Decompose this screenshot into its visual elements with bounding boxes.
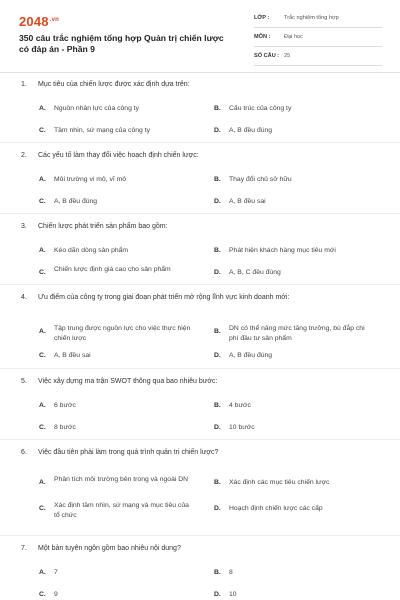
option-letter: B. [214, 479, 221, 486]
option-letter: C. [39, 352, 46, 359]
option-letter: C. [39, 127, 46, 134]
option-letter: B. [214, 569, 221, 576]
question-divider [0, 535, 400, 536]
option-text: 8 [229, 569, 233, 576]
meta-value: Đại học [284, 34, 303, 40]
option-text: Cấu trúc của công ty [229, 105, 292, 112]
option-text: A, B đều đúng [229, 352, 273, 359]
question-text [21, 152, 199, 159]
question-text [21, 449, 218, 456]
meta-label: MÔN : [254, 34, 271, 40]
meta-panel [254, 12, 382, 69]
question-number: 7. [21, 545, 27, 552]
option-text: A, B, C đều đúng [229, 269, 281, 276]
option-text: Phát hiện khách hàng mục tiêu mới [229, 247, 336, 254]
meta-row-count [254, 50, 382, 66]
option-letter: C. [39, 591, 46, 598]
option-text: 8 bước [54, 424, 76, 431]
option-letter: D. [214, 424, 221, 431]
question-number: 6. [21, 449, 27, 456]
question-label: Việc xây dựng ma trận SWOT thông qua bao nhiêu bước: [38, 378, 218, 385]
question-divider [0, 439, 400, 440]
option-text: Xác định các mục tiêu chiến lược [229, 479, 330, 486]
option-text: Phân tích môi trường bên trong và ngoài DN [54, 476, 189, 483]
meta-value: 25 [284, 53, 291, 59]
option-text: Xác định tầm nhìn, sứ mạng và mục tiêu của tổ chức [54, 502, 189, 519]
option-letter: D. [214, 352, 221, 359]
question-label: Mục tiêu của chiến lược được xác định dựa trên: [38, 81, 190, 88]
question-text [21, 294, 289, 301]
option-text: Hoạch định chiến lược các cấp [229, 505, 323, 512]
option-text: A, B đều đúng [229, 127, 273, 134]
question-label: Các yếu tố làm thay đổi việc hoạch định chiến lược: [38, 152, 199, 159]
option-letter: D. [214, 127, 221, 134]
option-text: A, B đều đúng [54, 198, 98, 205]
option-letter: B. [214, 176, 221, 183]
question-label: Chiến lược phát triển sản phẩm bao gồm: [38, 223, 168, 230]
option-letter: D. [214, 269, 221, 276]
meta-label: SỐ CÂU : [254, 53, 280, 59]
option-text: 6 bước [54, 402, 76, 409]
option-text: Chiến lược định giá cao cho sản phẩm [54, 266, 171, 273]
question-label: Việc đầu tiên phải làm trong quá trình quản trị chiến lược? [38, 449, 219, 456]
question-text [21, 223, 168, 230]
option-text: Tầm nhìn, sứ mạng của công ty [54, 127, 150, 134]
question-label: Ưu điểm của công ty trong giai đoạn phát triển mở rộng lĩnh vực kinh doanh mới: [38, 294, 290, 301]
option-text: DN có thể nâng mức tăng trưởng, bù đắp chi phí đầu tư sản phẩm [229, 325, 365, 342]
question-text [21, 81, 190, 88]
option-letter: B. [214, 402, 221, 409]
option-text: Nguồn nhân lực của công ty [54, 105, 140, 112]
question-number: 4. [21, 294, 27, 301]
page-title: 350 câu trắc nghiệm tổng hợp Quản trị chiến lược có đáp án - Phần 9 [19, 33, 224, 54]
page-header [0, 0, 400, 74]
option-letter: C. [39, 424, 46, 431]
site-logo[interactable] [19, 14, 59, 29]
option-text: Môi trường vi mô, vĩ mô [54, 176, 127, 183]
option-text: Tập trung được nguồn lực cho việc thực hiện chiến lược [54, 325, 191, 342]
question-divider [0, 142, 400, 143]
logo-text: 2048 [19, 14, 49, 29]
option-text: A, B đều sai [54, 352, 91, 359]
question-number: 2. [21, 152, 27, 159]
option-letter: A. [39, 328, 46, 335]
option-letter: C. [39, 198, 46, 205]
option-letter: A. [39, 176, 46, 183]
option-text: 9 [54, 591, 58, 598]
option-letter: B. [214, 328, 221, 335]
question-divider [0, 284, 400, 285]
option-letter: C. [39, 269, 46, 276]
logo-suffix: .vn [49, 16, 60, 23]
meta-label: LỚP : [254, 15, 270, 21]
option-text: 4 bước [229, 402, 251, 409]
meta-row-subject [254, 31, 382, 47]
option-letter: D. [214, 591, 221, 598]
option-text: 7 [54, 569, 58, 576]
question-number: 5. [21, 378, 27, 385]
question-label: Một bản tuyên ngôn gồm bao nhiêu nội dung? [38, 545, 181, 552]
option-letter: A. [39, 479, 46, 486]
question-divider [0, 213, 400, 214]
option-text: 10 [229, 591, 237, 598]
option-letter: B. [214, 247, 221, 254]
option-letter: D. [214, 198, 221, 205]
option-text: Kéo dãn dòng sản phẩm [54, 247, 129, 254]
question-text [21, 545, 181, 552]
option-letter: A. [39, 105, 46, 112]
option-text: A, B đều sai [229, 198, 266, 205]
option-text: 10 bước [229, 424, 255, 431]
question-text [21, 378, 217, 385]
option-letter: A. [39, 569, 46, 576]
option-letter: C. [39, 505, 46, 512]
option-letter: D. [214, 505, 221, 512]
option-letter: A. [39, 247, 46, 254]
meta-value: Trắc nghiệm tổng hợp [284, 15, 339, 21]
question-number: 3. [21, 223, 27, 230]
question-number: 1. [21, 81, 27, 88]
option-letter: B. [214, 105, 221, 112]
option-letter: A. [39, 402, 46, 409]
option-text: Thay đổi chủ sở hữu [229, 176, 292, 183]
meta-row-class [254, 12, 382, 28]
question-divider [0, 368, 400, 369]
header-divider [0, 72, 400, 73]
